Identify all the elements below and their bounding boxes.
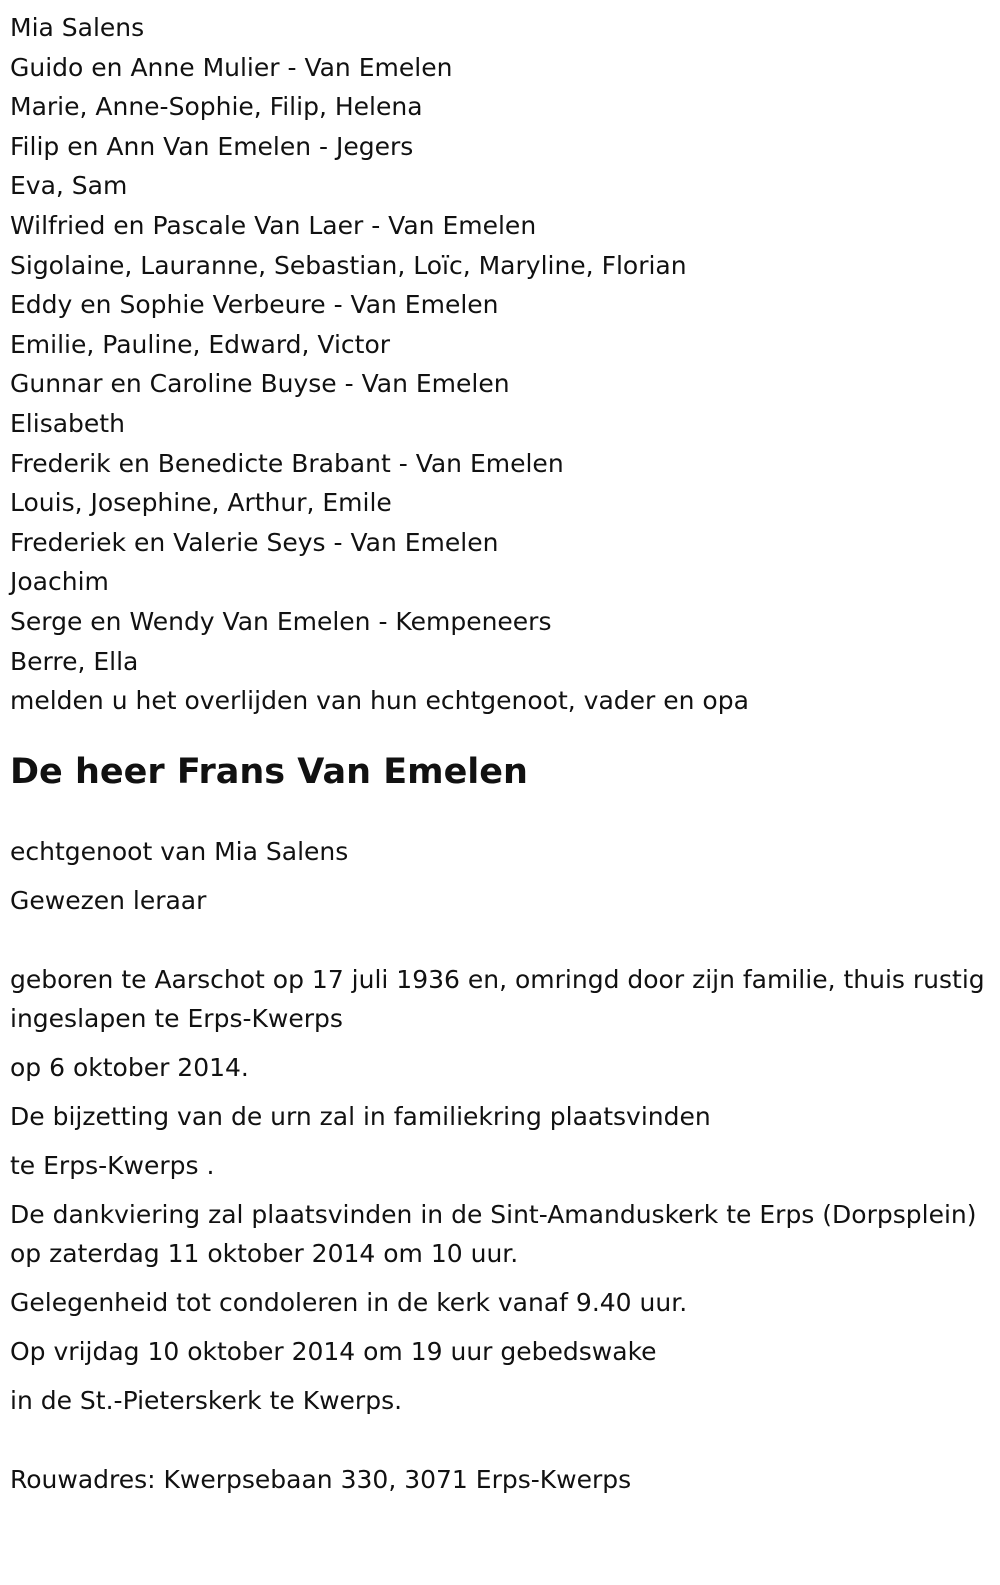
family-line: Emilie, Pauline, Edward, Victor [10,329,391,359]
urn-interment-line: De bijzetting van de urn zal in familiekring plaatsvinden [10,1102,711,1132]
family-line: Mia Salens [10,13,145,42]
occupation-line: Gewezen leraar [10,886,207,916]
family-line: Frederiek en Valerie Seys - Van Emelen [10,527,499,557]
family-line: Marie, Anne-Sophie, Filip, Helena [10,92,423,122]
birth-death-details: geboren te Aarschot op 17 juli 1936 en, omringd door zijn familie, thuis rustig ingeslapen te Erps-Kwerps [10,965,985,1034]
family-line: Gunnar en Caroline Buyse - Van Emelen [10,369,510,399]
family-line: Serge en Wendy Van Emelen - Kempeneers [10,606,552,636]
family-line: Louis, Josephine, Arthur, Emile [10,488,392,518]
condolence-line: Gelegenheid tot condoleren in de kerk vanaf 9.40 uur. [10,1288,688,1318]
family-line: Elisabeth [10,408,125,438]
vigil-line: Op vrijdag 10 oktober 2014 om 19 uur gebedswake [10,1337,657,1367]
death-date-line: op 6 oktober 2014. [10,1053,249,1083]
family-line: Guido en Anne Mulier - Van Emelen [10,52,453,82]
mourning-address: Rouwadres: Kwerpsebaan 330, 3071 Erps-Kwerps [10,1465,632,1495]
service-details: De dankviering zal plaatsvinden in de Sint-Amanduskerk te Erps (Dorpsplein) op zaterdag 11 oktober 2014 om 10 uur. [10,1200,977,1269]
family-line: Joachim [10,567,109,597]
urn-location-line: te Erps-Kwerps . [10,1151,215,1181]
family-line: Eva, Sam [10,171,128,201]
announcement-text: melden u het overlijden van hun echtgenoot, vader en opa [10,686,749,716]
vigil-location-line: in de St.-Pieterskerk te Kwerps. [10,1386,403,1416]
family-line: Eddy en Sophie Verbeure - Van Emelen [10,290,499,320]
family-line: Filip en Ann Van Emelen - Jegers [10,131,414,161]
family-list [10,0,990,681]
spouse-line: echtgenoot van Mia Salens [10,837,349,867]
deceased-name: De heer Frans Van Emelen [10,752,528,793]
family-line: Frederik en Benedicte Brabant - Van Emelen [10,448,564,478]
obituary-notice [10,0,990,1499]
family-line: Berre, Ella [10,646,139,676]
family-line: Wilfried en Pascale Van Laer - Van Emelen [10,210,537,240]
family-line: Sigolaine, Lauranne, Sebastian, Loïc, Maryline, Florian [10,250,687,280]
